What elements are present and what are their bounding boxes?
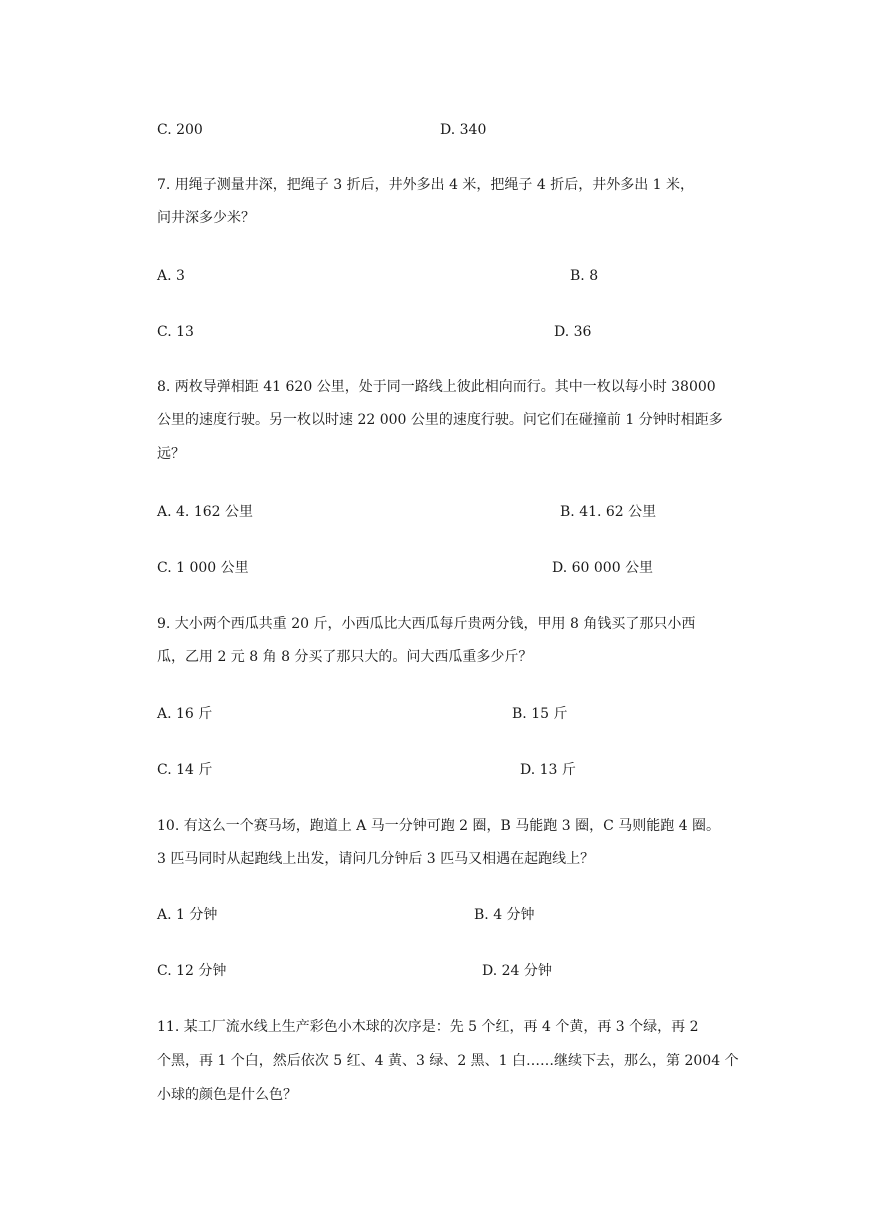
question-11-stem-line-1: 11. 某工厂流水线上生产彩色小木球的次序是：先 5 个红，再 4 个黄，再 3 个绿，再 2: [157, 1019, 699, 1035]
question-9-option-b: B. 15 斤: [512, 706, 568, 722]
question-9-stem-line-2: 瓜，乙用 2 元 8 角 8 分买了那只大的。问大西瓜重多少斤？: [157, 649, 533, 665]
question-10-option-a: A. 1 分钟: [157, 907, 218, 923]
question-10-stem-line-2: 3 匹马同时从起跑线上出发，请问几分钟后 3 匹马又相遇在起跑线上？: [157, 851, 595, 867]
question-9-option-d: D. 13 斤: [520, 762, 576, 778]
question-8-option-a: A. 4. 162 公里: [157, 504, 253, 520]
option-c: C. 200: [157, 122, 203, 138]
option-d: D. 340: [440, 122, 487, 138]
question-9-option-a: A. 16 斤: [157, 706, 213, 722]
question-7-option-a: A. 3: [157, 268, 185, 284]
question-8-stem-line-2: 公里的速度行驶。另一枚以时速 22 000 公里的速度行驶。问它们在碰撞前 1 分钟时相距多: [157, 412, 723, 428]
question-8-stem-line-1: 8. 两枚导弹相距 41 620 公里，处于同一路线上彼此相向而行。其中一枚以每小时 38000: [157, 379, 716, 395]
question-11-stem-line-3: 小球的颜色是什么色？: [157, 1087, 297, 1103]
question-7-option-d: D. 36: [554, 324, 592, 340]
question-8-option-c: C. 1 000 公里: [157, 560, 249, 576]
question-9-option-c: C. 14 斤: [157, 762, 213, 778]
question-9-stem-line-1: 9. 大小两个西瓜共重 20 斤，小西瓜比大西瓜每斤贵两分钱，甲用 8 角钱买了那只小西: [157, 616, 696, 632]
question-11-stem-line-2: 个黑，再 1 个白，然后依次 5 红、4 黄、3 绿、2 黑、1 白……继续下去，那么，第 2004 个: [157, 1053, 739, 1069]
question-7-stem-line-2: 问井深多少米？: [157, 210, 255, 226]
question-10-stem-line-1: 10. 有这么一个赛马场，跑道上 A 马一分钟可跑 2 圈，B 马能跑 3 圈，C 马则能跑 4 圈。: [157, 818, 721, 834]
question-8-option-d: D. 60 000 公里: [552, 560, 654, 576]
question-10-option-c: C. 12 分钟: [157, 963, 227, 979]
question-7-option-b: B. 8: [570, 268, 599, 284]
question-7-stem-line-1: 7. 用绳子测量井深，把绳子 3 折后，井外多出 4 米，把绳子 4 折后，井外多出 1 米，: [157, 177, 695, 193]
question-10-option-d: D. 24 分钟: [482, 963, 552, 979]
question-8-option-b: B. 41. 62 公里: [560, 504, 657, 520]
question-10-option-b: B. 4 分钟: [474, 907, 535, 923]
question-7-option-c: C. 13: [157, 324, 194, 340]
question-8-stem-line-3: 远？: [157, 446, 185, 462]
